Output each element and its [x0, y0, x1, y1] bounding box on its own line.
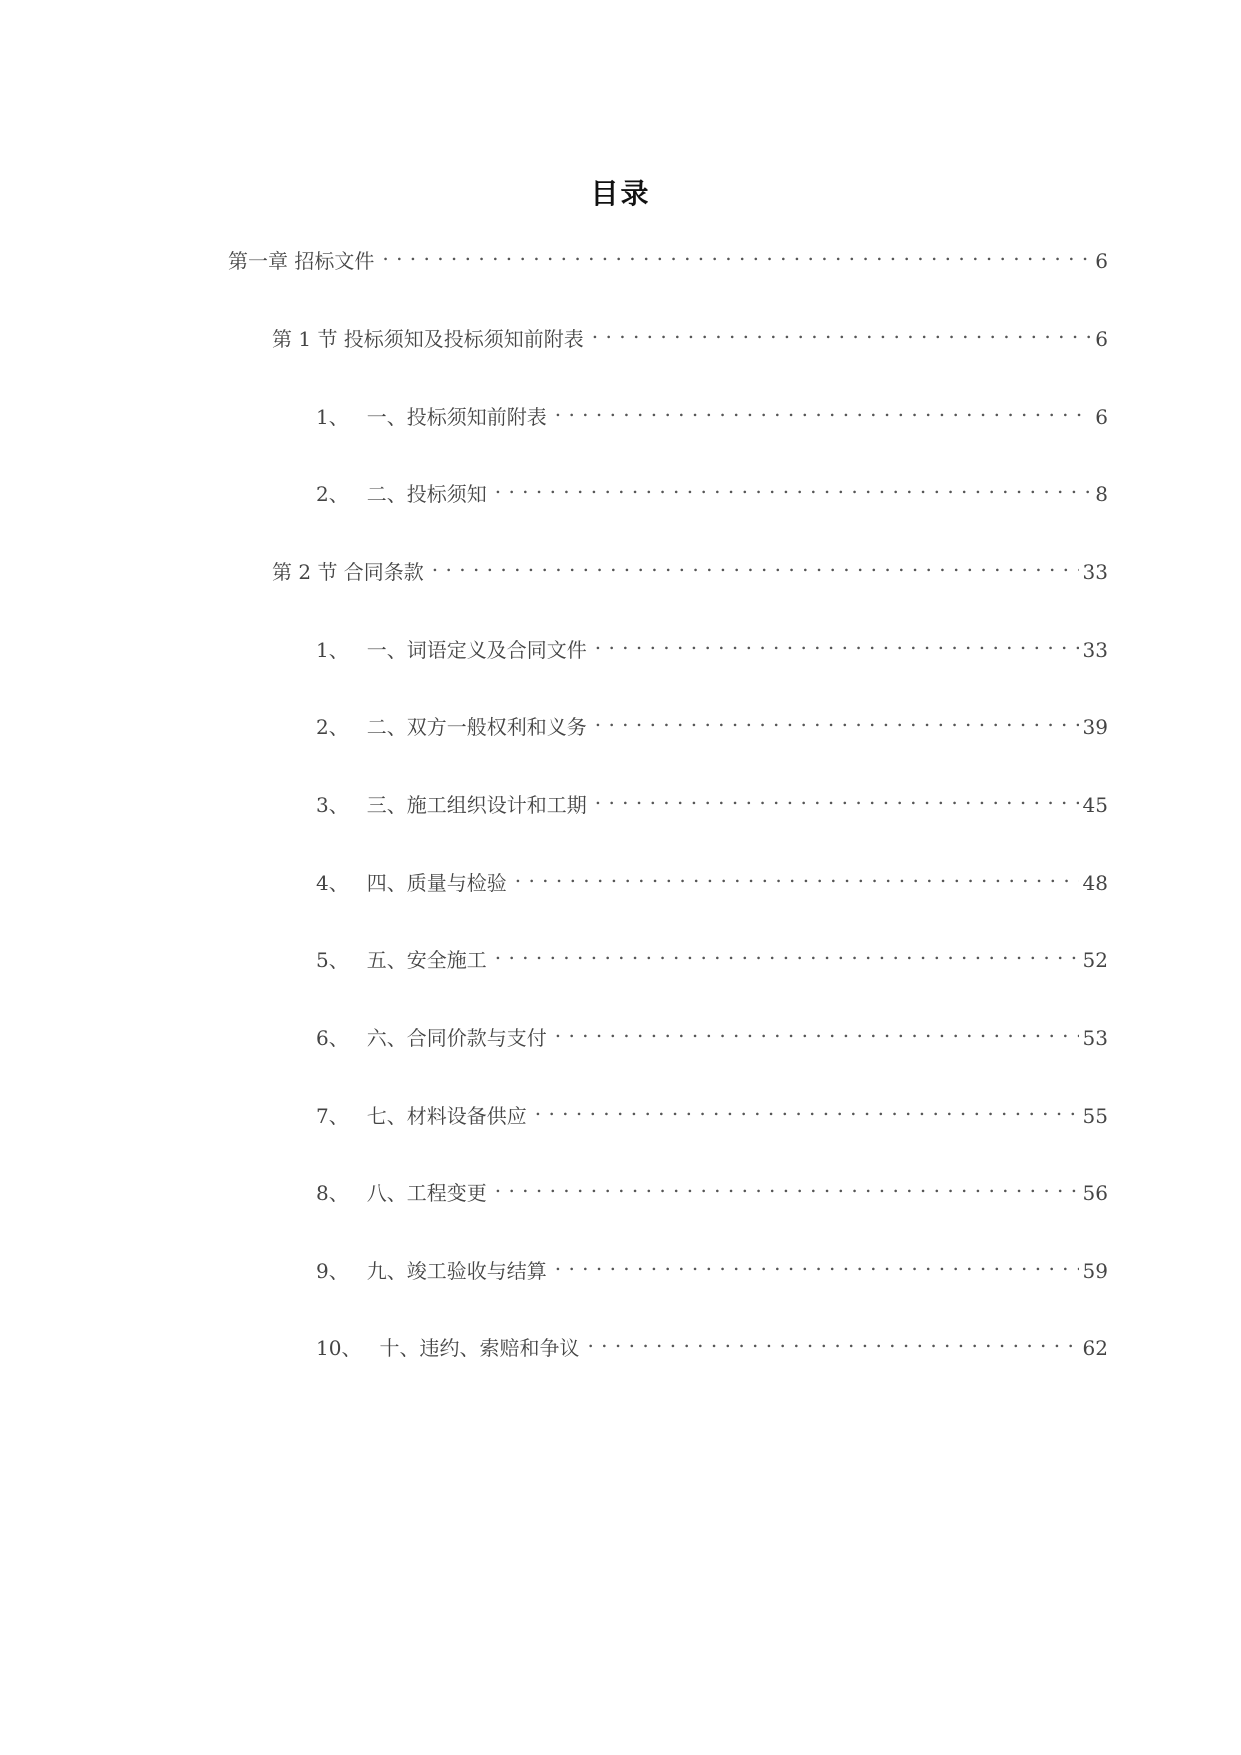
- toc-entry[interactable]: [316, 1015, 1108, 1050]
- toc-entry-text: [316, 1101, 535, 1131]
- toc-page-number: 56: [1082, 1181, 1108, 1205]
- toc-entry-text: [272, 557, 432, 587]
- toc-entry-text: [316, 945, 495, 975]
- toc-entry[interactable]: [316, 1170, 1108, 1205]
- toc-entry-text: [316, 1178, 495, 1208]
- toc-entry-label: 八、工程变更: [366, 1181, 487, 1205]
- toc-entry-label: 第 1 节 投标须知及投标须知前附表: [272, 327, 584, 351]
- dot-leader: [595, 782, 1079, 812]
- toc-entry-text: [316, 1256, 555, 1286]
- toc-entry-text: [316, 712, 595, 742]
- toc-entry-label: 六、合同价款与支付: [366, 1026, 547, 1050]
- toc-entry-label: 一、投标须知前附表: [366, 405, 547, 429]
- toc-entry[interactable]: [316, 1093, 1108, 1128]
- toc-entry-number: 3、: [316, 793, 349, 817]
- toc-entry[interactable]: [316, 394, 1108, 429]
- toc-entry-label: 十、违约、索赔和争议: [379, 1336, 580, 1360]
- dot-leader: [595, 627, 1079, 657]
- toc-entry[interactable]: [272, 549, 1108, 584]
- toc-entry-label: 一、词语定义及合同文件: [366, 638, 587, 662]
- dot-leader: [555, 1248, 1079, 1278]
- toc-entry-number: 2、: [316, 482, 349, 506]
- toc-entry-number: 8、: [316, 1181, 349, 1205]
- dot-leader: [592, 316, 1091, 346]
- toc-entry-text: [316, 868, 515, 898]
- toc-entry[interactable]: [316, 1325, 1108, 1360]
- dot-leader: [495, 471, 1092, 501]
- toc-page-number: 33: [1082, 560, 1108, 584]
- toc-entry-number: 1、: [316, 638, 349, 662]
- toc-entry-number: 1、: [316, 405, 349, 429]
- toc-entry-label: 第一章 招标文件: [228, 249, 375, 273]
- dot-leader: [555, 1015, 1079, 1045]
- dot-leader: [587, 1325, 1078, 1355]
- toc-page-number: 8: [1095, 482, 1108, 506]
- toc-entry-number: 9、: [316, 1259, 349, 1283]
- toc-page-number: 52: [1082, 948, 1108, 972]
- toc-entry-label: 五、安全施工: [366, 948, 487, 972]
- toc-entry[interactable]: [316, 704, 1108, 739]
- toc-entry-number: 2、: [316, 715, 349, 739]
- toc-page-number: 39: [1082, 715, 1108, 739]
- dot-leader: [495, 937, 1079, 967]
- toc-entry[interactable]: [316, 1248, 1108, 1283]
- toc-page-number: 45: [1082, 793, 1108, 817]
- toc-entry-text: [316, 1333, 587, 1363]
- toc-entry-text: [316, 1023, 555, 1053]
- dot-leader: [382, 238, 1091, 268]
- toc-entry-text: [316, 479, 495, 509]
- toc-entry-text: [272, 324, 592, 354]
- toc-page-number: 33: [1082, 638, 1108, 662]
- toc-entry-label: 二、投标须知: [366, 482, 487, 506]
- toc-entry-label: 七、材料设备供应: [366, 1104, 527, 1128]
- toc-page-number: 59: [1082, 1259, 1108, 1283]
- toc-entry[interactable]: [316, 782, 1108, 817]
- toc-entry[interactable]: [316, 627, 1108, 662]
- toc-entry-label: 第 2 节 合同条款: [272, 560, 424, 584]
- toc-entry[interactable]: [228, 238, 1108, 273]
- toc-entry-number: 4、: [316, 871, 349, 895]
- toc-entry-number: 10、: [316, 1336, 362, 1360]
- toc-entry[interactable]: [316, 471, 1108, 506]
- toc-title: 目录: [590, 177, 651, 210]
- dot-leader: [555, 394, 1092, 424]
- toc-entry-label: 三、施工组织设计和工期: [366, 793, 587, 817]
- toc-entry-label: 二、双方一般权利和义务: [366, 715, 587, 739]
- dot-leader: [515, 860, 1079, 890]
- toc-page-number: 53: [1082, 1026, 1108, 1050]
- toc-page-number: 48: [1082, 871, 1108, 895]
- toc-page-number: 6: [1095, 249, 1108, 273]
- toc-page-number: 62: [1082, 1336, 1108, 1360]
- toc-entry[interactable]: [316, 860, 1108, 895]
- dot-leader: [432, 549, 1079, 579]
- dot-leader: [495, 1170, 1079, 1200]
- toc-entry[interactable]: [272, 316, 1108, 351]
- dot-leader: [535, 1093, 1079, 1123]
- toc-page-number: 6: [1095, 327, 1108, 351]
- toc-entry-text: [316, 635, 595, 665]
- toc-entry-text: [316, 790, 595, 820]
- dot-leader: [595, 704, 1079, 734]
- toc-page-number: 6: [1095, 405, 1108, 429]
- toc-entry-number: 5、: [316, 948, 349, 972]
- toc-entry-text: [316, 402, 555, 432]
- toc-entry-label: 四、质量与检验: [366, 871, 507, 895]
- toc-entry-number: 7、: [316, 1104, 349, 1128]
- toc-entry[interactable]: [316, 937, 1108, 972]
- toc-entry-number: 6、: [316, 1026, 349, 1050]
- toc-entry-label: 九、竣工验收与结算: [366, 1259, 547, 1283]
- toc-entry-text: [228, 246, 382, 276]
- toc-page-number: 55: [1082, 1104, 1108, 1128]
